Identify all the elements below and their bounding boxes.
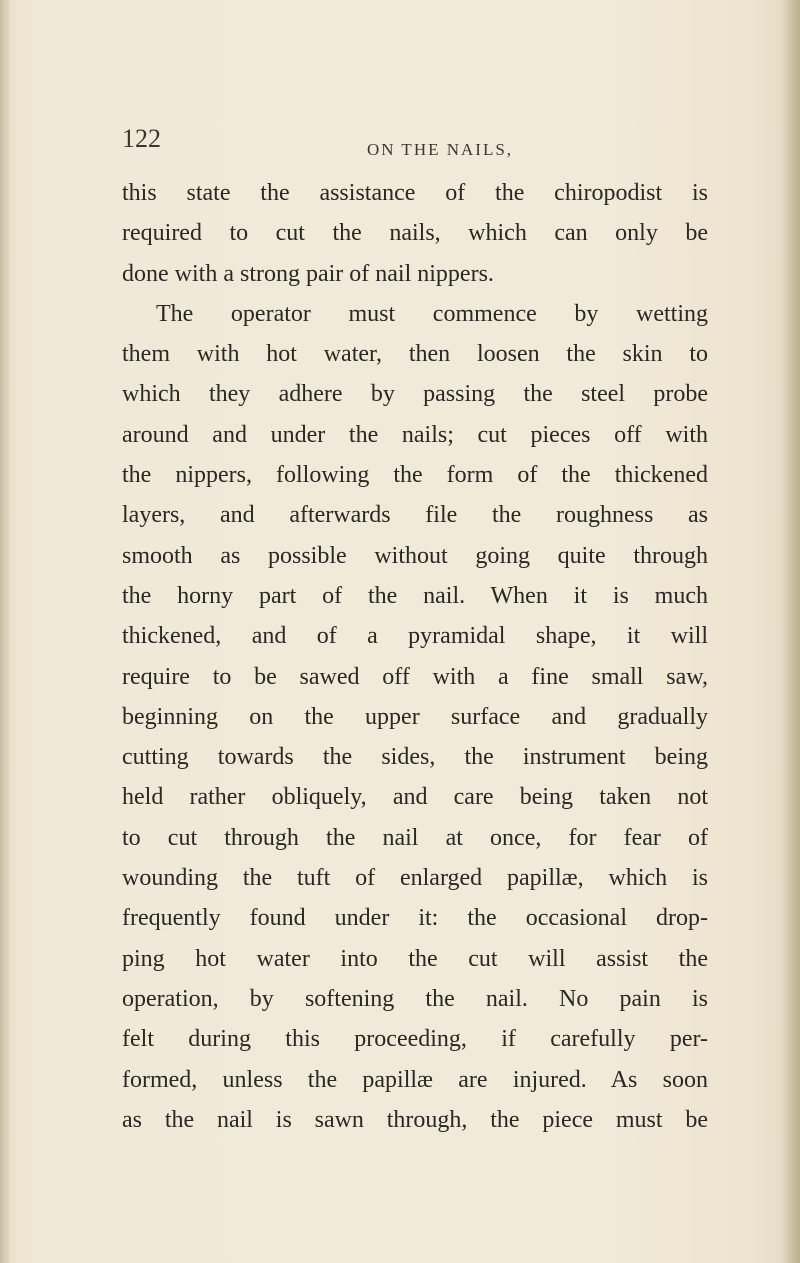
text-line: cutting towards the sides, the instrument being bbox=[122, 744, 708, 771]
text-line: wounding the tuft of enlarged papillæ, which is bbox=[122, 865, 708, 892]
text-line: held rather obliquely, and care being taken not bbox=[122, 784, 708, 811]
text-line: formed, unless the papillæ are injured. As soon bbox=[122, 1066, 708, 1093]
text-line: the nippers, following the form of the thickened bbox=[122, 462, 708, 489]
text-line: which they adhere by passing the steel probe bbox=[122, 381, 708, 408]
text-line: as the nail is sawn through, the piece must be bbox=[122, 1106, 708, 1133]
text-line: around and under the nails; cut pieces off with bbox=[122, 421, 708, 448]
text-line: The operator must commence by wetting bbox=[156, 300, 708, 327]
page-gutter-shadow bbox=[0, 0, 10, 1263]
text-line: operation, by softening the nail. No pain is bbox=[122, 985, 708, 1012]
text-line: smooth as possible without going quite through bbox=[122, 542, 708, 569]
text-line: required to cut the nails, which can only be bbox=[122, 220, 708, 247]
page-number: 122 bbox=[122, 124, 161, 153]
text-line: them with hot water, then loosen the skin to bbox=[122, 341, 708, 368]
text-line: ping hot water into the cut will assist the bbox=[122, 945, 708, 972]
text-line: frequently found under it: the occasional drop- bbox=[122, 905, 708, 932]
page-edge-shadow bbox=[782, 0, 800, 1263]
text-line: done with a strong pair of nail nippers. bbox=[122, 260, 494, 287]
running-head: ON THE NAILS, bbox=[366, 140, 514, 159]
text-line: this state the assistance of the chiropodist is bbox=[122, 180, 708, 206]
text-line: thickened, and of a pyramidal shape, it will bbox=[122, 623, 708, 650]
text-line: require to be sawed off with a fine small saw, bbox=[122, 663, 708, 690]
text-line: to cut through the nail at once, for fear of bbox=[122, 824, 708, 851]
text-line: felt during this proceeding, if carefully per- bbox=[122, 1026, 708, 1053]
text-line: the horny part of the nail. When it is much bbox=[122, 582, 708, 609]
text-line: beginning on the upper surface and gradually bbox=[122, 703, 708, 730]
body-text bbox=[122, 178, 708, 1145]
text-line: layers, and afterwards file the roughness as bbox=[122, 502, 708, 529]
